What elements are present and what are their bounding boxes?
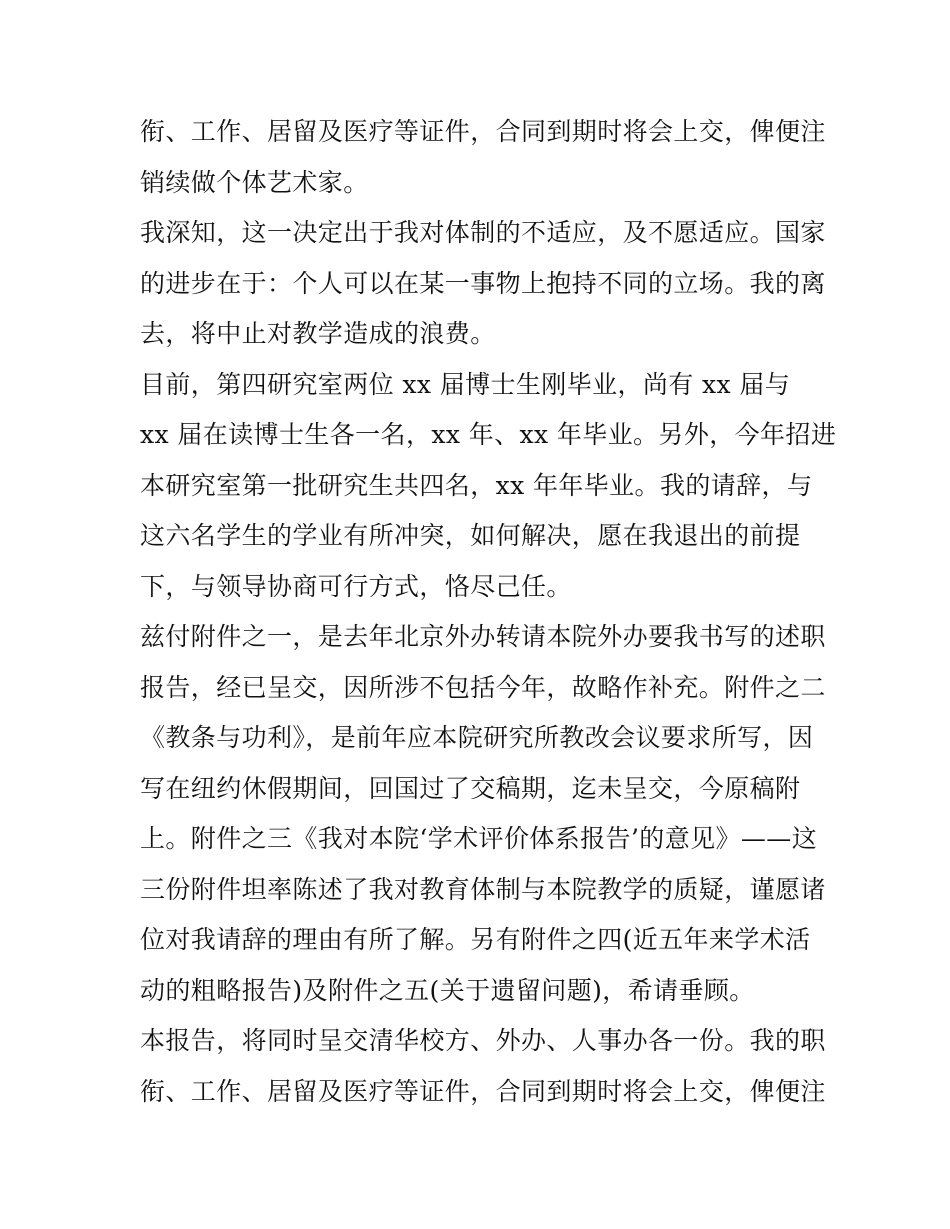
text-line-4: 的进步在于：个人可以在某一事物上抱持不同的立场。我的离 [140, 268, 826, 298]
text-line-7: xx 届在读博士生各一名，xx 年、xx 年毕业。另外，今年招进 [140, 420, 837, 449]
text-line-8: 本研究室第一批研究生共四名，xx 年年毕业。我的请辞，与 [140, 470, 813, 500]
text-line-2: 销续做个体艺术家。 [140, 167, 369, 197]
text-line-15: 上。附件之三《我对本院‘学术评价体系报告’的意见》——这 [140, 824, 818, 853]
text-line-19: 本报告，将同时呈交清华校方、外办、人事办各一份。我的职 [140, 1026, 826, 1055]
text-line-3: 我深知，这一决定出于我对体制的不适应，及不愿适应。国家 [140, 218, 826, 247]
text-line-5: 去，将中止对教学造成的浪费。 [140, 319, 496, 348]
text-line-17: 位对我请辞的理由有所了解。另有附件之四(近五年来学术活 [140, 925, 811, 954]
text-line-16: 三份附件坦率陈述了我对教育体制与本院教学的质疑，谨愿诸 [140, 874, 826, 904]
text-line-10: 下，与领导协商可行方式，恪尽己任。 [140, 571, 572, 601]
text-line-13: 《教条与功利》，是前年应本院研究所教改会议要求所写，因 [140, 723, 814, 752]
text-line-9: 这六名学生的学业有所冲突，如何解决，愿在我退出的前提 [140, 521, 801, 550]
text-line-11: 兹付附件之一，是去年北京外办转请本院外办要我书写的述职 [140, 622, 826, 651]
text-line-14: 写在纽约休假期间，回国过了交稿期，迄未呈交，今原稿附 [140, 773, 801, 803]
text-line-18: 动的粗略报告)及附件之五(关于遗留问题)，希请垂顾。 [140, 975, 755, 1005]
text-line-1: 衔、工作、居留及医疗等证件，合同到期时将会上交，俾便注 [140, 117, 826, 146]
text-line-6: 目前，第四研究室两位 xx 届博士生刚毕业，尚有 xx 届与 [140, 369, 791, 399]
text-line-12: 报告，经已呈交，因所涉不包括今年，故略作补充。附件之二 [140, 672, 826, 702]
document-body [140, 107, 837, 1117]
text-line-20: 衔、工作、居留及医疗等证件，合同到期时将会上交，俾便注 [140, 1076, 826, 1106]
